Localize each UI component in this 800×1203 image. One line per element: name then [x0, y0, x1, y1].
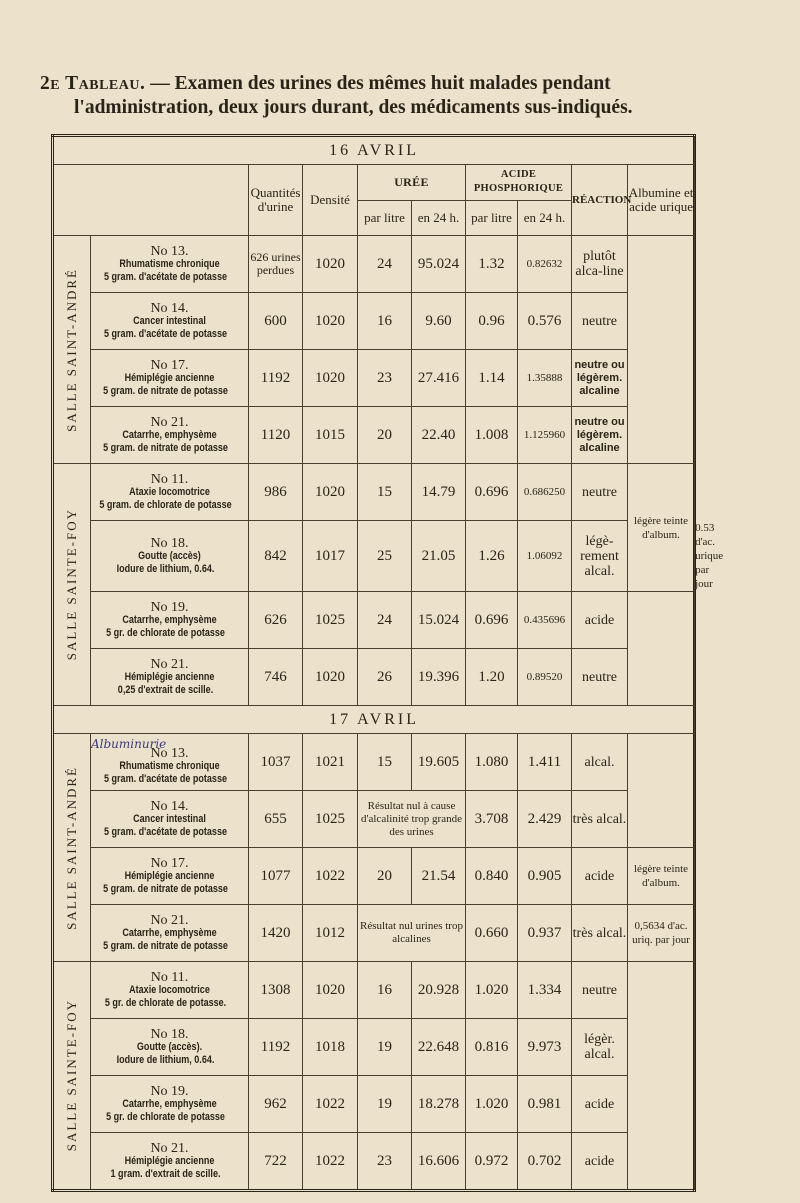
patient-cell: [91, 1133, 249, 1191]
col-acide-par-litre: par litre: [466, 200, 518, 236]
quantity: 842: [249, 521, 303, 592]
reaction: neutre ou légèrem. alcaline: [572, 407, 628, 464]
patient-number: No 13.: [150, 243, 189, 259]
uree-24h: 19.396: [412, 649, 466, 706]
col-albumine: Albumine et acide urique: [628, 165, 695, 236]
patient-number: No 13.: [150, 746, 189, 761]
header-blank: [53, 165, 249, 236]
medication: 5 gr. de chlorate de potasse: [106, 626, 225, 639]
uree-24h: 9.60: [412, 293, 466, 350]
acide-par-litre: 1.008: [466, 407, 518, 464]
diagnosis: Catarrhe, emphysème: [122, 926, 217, 939]
patient-cell: [91, 848, 249, 905]
quantity: 1077: [249, 848, 303, 905]
medication: 5 gram. d'acétate de potasse: [104, 773, 227, 785]
uree-par-litre: 20: [358, 407, 412, 464]
header-row: [53, 165, 695, 201]
density: 1025: [303, 592, 358, 649]
density: 1020: [303, 649, 358, 706]
salle-label: SALLE SAINT-ANDRÉ: [53, 734, 91, 962]
date-header: 17 AVRIL: [53, 706, 695, 734]
acide-24h: 0.89520: [518, 649, 572, 706]
reaction: neutre ou légèrem. alcaline: [572, 350, 628, 407]
uree-par-litre: 16: [358, 962, 412, 1019]
medication: Iodure de lithium, 0.64.: [116, 562, 215, 575]
uree-par-litre: 15: [358, 464, 412, 521]
uree-par-litre: 24: [358, 592, 412, 649]
heading-line-1: — Examen des urines des mêmes huit malades pendant: [150, 73, 611, 94]
table-row: [53, 1133, 695, 1191]
quantity: 1037: [249, 734, 303, 791]
table-row: [53, 350, 695, 407]
reaction: neutre: [572, 464, 628, 521]
acide-par-litre: 1.020: [466, 1076, 518, 1133]
patient-cell: [91, 791, 249, 848]
medication: 5 gram. de nitrate de potasse: [103, 384, 228, 397]
density: 1022: [303, 1076, 358, 1133]
medication: 5 gram. d'acétate de potasse: [104, 327, 227, 340]
diagnosis: Catarrhe, emphysème: [122, 613, 217, 626]
patient-cell: [91, 236, 249, 293]
patient-number: No 14.: [150, 798, 189, 814]
uree-24h: 18.278: [412, 1076, 466, 1133]
quantity: 746: [249, 649, 303, 706]
acide-24h: 2.429: [518, 791, 572, 848]
table-row: [53, 293, 695, 350]
table-row: [53, 1076, 695, 1133]
medication: Iodure de lithium, 0.64.: [116, 1053, 215, 1066]
acide-par-litre: 1.020: [466, 962, 518, 1019]
acide-24h: 0.905: [518, 848, 572, 905]
quantity: 1192: [249, 1019, 303, 1076]
albumine-note: légère teinte d'album.: [628, 848, 695, 905]
uree-24h: 14.79: [412, 464, 466, 521]
reaction: acide: [572, 1133, 628, 1191]
medication: 5 gram. de chlorate de potasse: [99, 498, 232, 511]
patient-number: No 18.: [150, 535, 189, 551]
acide-par-litre: 1.26: [466, 521, 518, 592]
acide-par-litre: 0.696: [466, 464, 518, 521]
density: 1022: [303, 1133, 358, 1191]
density: 1020: [303, 350, 358, 407]
density: 1018: [303, 1019, 358, 1076]
density: 1020: [303, 464, 358, 521]
diagnosis: Goutte (accès).: [136, 1040, 203, 1053]
patient-cell: [91, 734, 249, 791]
acide-24h: 1.334: [518, 962, 572, 1019]
acide-par-litre: 3.708: [466, 791, 518, 848]
uree-24h: 21.05: [412, 521, 466, 592]
uree-par-litre: 24: [358, 236, 412, 293]
uree-note: Résultat nul urines trop alcalines: [358, 905, 466, 962]
table-row: [53, 464, 695, 521]
table-label: 2e Tableau.: [40, 73, 146, 94]
albumine-note: légère teinte d'album.: [628, 464, 695, 592]
reaction: neutre: [572, 293, 628, 350]
acide-24h: 0.702: [518, 1133, 572, 1191]
uree-24h: 20.928: [412, 962, 466, 1019]
table-row: [53, 236, 695, 293]
uree-par-litre: 23: [358, 350, 412, 407]
diagnosis: Rhumatisme chronique: [119, 760, 220, 772]
quantity: 962: [249, 1076, 303, 1133]
patient-cell: [91, 905, 249, 962]
handwritten-note: Albuminurie: [91, 737, 167, 751]
acide-24h: 0.686250: [518, 464, 572, 521]
reaction: légè-rement alcal.: [572, 521, 628, 592]
acide-par-litre: 0.816: [466, 1019, 518, 1076]
acide-par-litre: 0.660: [466, 905, 518, 962]
medication: 5 gram. d'acétate de potasse: [104, 825, 227, 838]
acide-24h: 1.411: [518, 734, 572, 791]
quantity: 1120: [249, 407, 303, 464]
quantity: 1192: [249, 350, 303, 407]
patient-number: No 17.: [150, 855, 189, 871]
density: 1017: [303, 521, 358, 592]
table-row: [53, 407, 695, 464]
patient-number: No 17.: [150, 357, 189, 373]
medication: 5 gr. de chlorate de potasse.: [104, 996, 227, 1009]
reaction: légèr. alcal.: [572, 1019, 628, 1076]
density: 1025: [303, 791, 358, 848]
urine-analysis-table: [51, 134, 724, 1192]
density: 1020: [303, 236, 358, 293]
acide-par-litre: 0.96: [466, 293, 518, 350]
acide-par-litre: 1.14: [466, 350, 518, 407]
patient-cell: [91, 962, 249, 1019]
table-row: No 18. Goutte (accès) Iodure de lithium, 0.64. 842 1017 25 21.05 1.26 1.06092 légè-rement alcal. 0.53 d'ac. urique par jour: [53, 521, 695, 592]
acide-par-litre: 1.080: [466, 734, 518, 791]
diagnosis: Hémiplégie ancienne: [124, 371, 215, 384]
patient-number: No 11.: [150, 969, 189, 985]
quantity: 986: [249, 464, 303, 521]
quantity: 626 urines perdues: [249, 236, 303, 293]
patient-cell: [91, 1019, 249, 1076]
reaction: plutôt alca-line: [572, 236, 628, 293]
uree-par-litre: 25: [358, 521, 412, 592]
uree-24h: 16.606: [412, 1133, 466, 1191]
albumine-empty: [628, 734, 695, 848]
diagnosis: Hémiplégie ancienne: [124, 869, 215, 882]
col-reaction: RÉACTION: [572, 165, 628, 236]
heading-line-2: l'administration, deux jours durant, des médicaments sus-indiqués.: [74, 97, 633, 118]
acide-24h: 0.435696: [518, 592, 572, 649]
quantity: 1420: [249, 905, 303, 962]
reaction: acide: [572, 1076, 628, 1133]
table-row: [53, 905, 695, 962]
patient-number: No 19.: [150, 599, 189, 615]
acide-par-litre: 0.696: [466, 592, 518, 649]
table-row: [53, 592, 695, 649]
diagnosis: Cancer intestinal: [133, 812, 206, 825]
density: 1015: [303, 407, 358, 464]
table-row: [53, 649, 695, 706]
table-row: [53, 962, 695, 1019]
patient-number: No 11.: [150, 471, 189, 487]
quantity: 1308: [249, 962, 303, 1019]
patient-cell: [91, 521, 249, 592]
patient-number: No 21.: [150, 656, 189, 672]
patient-cell: [91, 293, 249, 350]
table-row: [53, 734, 695, 791]
col-uree: URÉE: [358, 165, 466, 201]
acide-24h: 0.981: [518, 1076, 572, 1133]
uree-note: Résultat nul à cause d'alcalinité trop grande des urines: [358, 791, 466, 848]
acide-24h: 1.06092: [518, 521, 572, 592]
medication: 5 gram. de nitrate de potasse: [103, 939, 228, 952]
patient-cell: [91, 592, 249, 649]
table-row: [53, 848, 695, 905]
albumine-empty: [628, 236, 695, 464]
acide-par-litre: 1.20: [466, 649, 518, 706]
density: 1012: [303, 905, 358, 962]
patient-cell: [91, 464, 249, 521]
patient-number: No 18.: [150, 1026, 189, 1042]
medication: 0,25 d'extrait de scille.: [117, 683, 214, 696]
uree-par-litre: 23: [358, 1133, 412, 1191]
patient-cell: [91, 1076, 249, 1133]
quantity: 655: [249, 791, 303, 848]
quantity: 626: [249, 592, 303, 649]
reaction: alcal.: [572, 734, 628, 791]
acide-par-litre: 0.840: [466, 848, 518, 905]
uree-24h: 19.605: [412, 734, 466, 791]
medication: 5 gram. de nitrate de potasse: [103, 882, 228, 895]
patient-number: No 21.: [150, 912, 189, 928]
reaction: très alcal.: [572, 791, 628, 848]
col-quantites: Quantités d'urine: [249, 165, 303, 236]
patient-cell: [91, 649, 249, 706]
reaction: acide: [572, 592, 628, 649]
uree-par-litre: 19: [358, 1019, 412, 1076]
diagnosis: Catarrhe, emphysème: [122, 1097, 217, 1110]
reaction: neutre: [572, 962, 628, 1019]
acide-24h: 0.937: [518, 905, 572, 962]
uree-24h: 22.40: [412, 407, 466, 464]
diagnosis: Catarrhe, emphysème: [122, 428, 217, 441]
density: 1022: [303, 848, 358, 905]
uree-24h: 22.648: [412, 1019, 466, 1076]
acide-24h: 1.125960: [518, 407, 572, 464]
reaction: acide: [572, 848, 628, 905]
uree-par-litre: 15: [358, 734, 412, 791]
salle-label: SALLE SAINTE-FOY: [53, 962, 91, 1191]
col-acide-24h: en 24 h.: [518, 200, 572, 236]
col-uree-par-litre: par litre: [358, 200, 412, 236]
date-header: 16 AVRIL: [53, 136, 695, 165]
table-row: [53, 791, 695, 848]
diagnosis: Ataxie locomotrice: [129, 485, 210, 498]
uree-24h: 27.416: [412, 350, 466, 407]
uree-24h: 95.024: [412, 236, 466, 293]
albumine-empty: [628, 592, 695, 706]
patient-number: No 14.: [150, 300, 189, 316]
acide-24h: 9.973: [518, 1019, 572, 1076]
patient-number: No 19.: [150, 1083, 189, 1099]
table-row: [53, 1019, 695, 1076]
diagnosis: Rhumatisme chronique: [119, 257, 220, 270]
density: 1020: [303, 293, 358, 350]
diagnosis: Goutte (accès): [138, 549, 201, 562]
medication: 1 gram. d'extrait de scille.: [110, 1167, 221, 1180]
salle-label: SALLE SAINT-ANDRÉ: [53, 236, 91, 464]
diagnosis: Hémiplégie ancienne: [124, 670, 215, 683]
uree-24h: 21.54: [412, 848, 466, 905]
acide-par-litre: 0.972: [466, 1133, 518, 1191]
acide-par-litre: 1.32: [466, 236, 518, 293]
patient-number: No 21.: [150, 1140, 189, 1156]
diagnosis: Hémiplégie ancienne: [124, 1154, 215, 1167]
acide-24h: 0.576: [518, 293, 572, 350]
salle-label: SALLE SAINTE-FOY: [53, 464, 91, 706]
acide-24h: 0.82632: [518, 236, 572, 293]
col-acide: ACIDE PHOSPHORIQUE: [466, 165, 572, 201]
patient-number: No 21.: [150, 414, 189, 430]
reaction: très alcal.: [572, 905, 628, 962]
density: 1020: [303, 962, 358, 1019]
quantity: 600: [249, 293, 303, 350]
quantity: 722: [249, 1133, 303, 1191]
uree-par-litre: 19: [358, 1076, 412, 1133]
diagnosis: Ataxie locomotrice: [129, 983, 210, 996]
reaction: neutre: [572, 649, 628, 706]
col-densite: Densité: [303, 165, 358, 236]
diagnosis: Cancer intestinal: [133, 314, 206, 327]
uree-par-litre: 16: [358, 293, 412, 350]
density: 1021: [303, 734, 358, 791]
medication: 5 gram. d'acétate de potasse: [104, 270, 227, 283]
uree-24h: 15.024: [412, 592, 466, 649]
patient-cell: [91, 350, 249, 407]
page-heading: [40, 72, 730, 120]
uree-par-litre: 20: [358, 848, 412, 905]
acide-24h: 1.35888: [518, 350, 572, 407]
medication: 5 gram. de nitrate de potasse: [103, 441, 228, 454]
col-uree-24h: en 24 h.: [412, 200, 466, 236]
albumine-empty: [628, 962, 695, 1191]
albumine-note: 0,5634 d'ac. uriq. par jour: [628, 905, 695, 962]
uree-par-litre: 26: [358, 649, 412, 706]
patient-cell: [91, 407, 249, 464]
medication: 5 gr. de chlorate de potasse: [106, 1110, 225, 1123]
